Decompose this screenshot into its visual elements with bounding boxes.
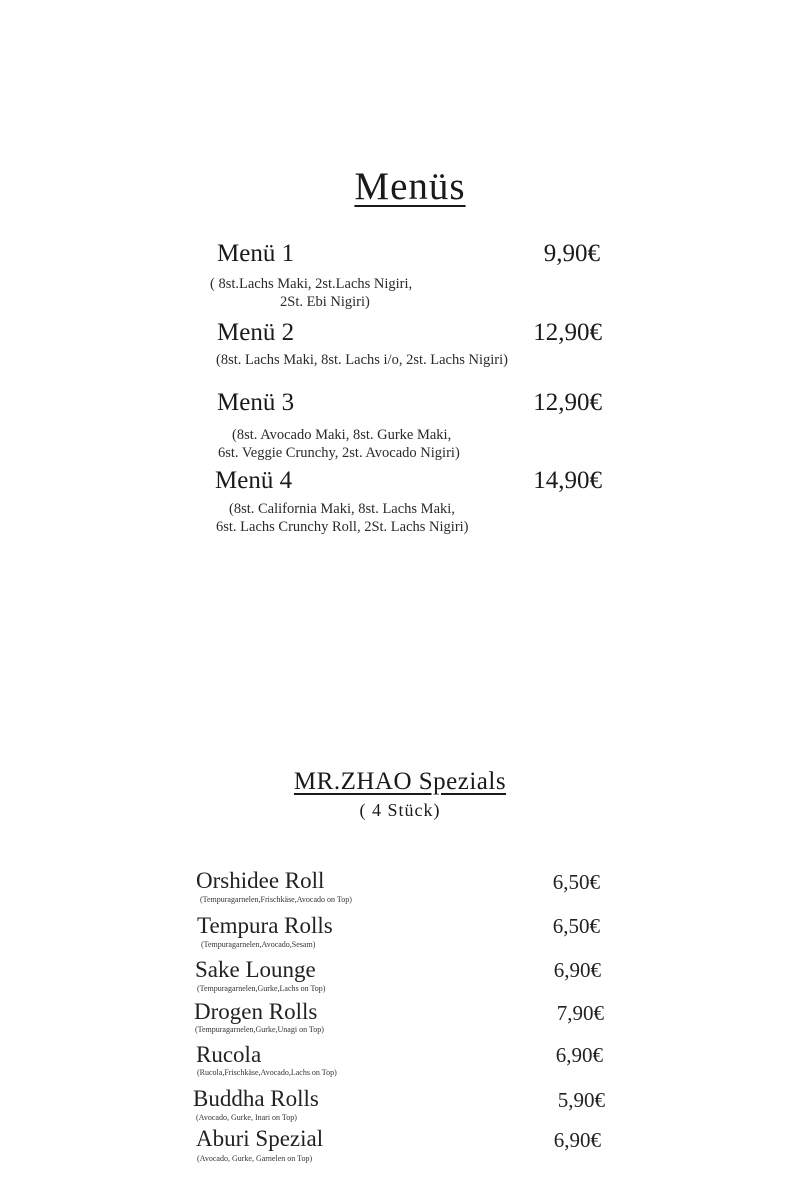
menu-1-price: 9,90€ xyxy=(543,240,600,267)
menu-2-desc-line-1: (8st. Lachs Maki, 8st. Lachs i/o, 2st. Lachs Nigiri) xyxy=(216,352,508,368)
menu-3-price: 12,90€ xyxy=(533,389,602,416)
menu-3-desc-line-2: 6st. Veggie Crunchy, 2st. Avocado Nigiri) xyxy=(218,445,460,461)
menu-2-price: 12,90€ xyxy=(533,319,602,346)
menu-3-name: Menü 3 xyxy=(217,389,295,416)
spezial-item-name: Sake Lounge xyxy=(195,957,316,982)
spezial-item-price: 6,90€ xyxy=(553,1128,601,1152)
spezial-item-name: Aburi Spezial xyxy=(196,1126,324,1151)
spezial-item-price: 6,50€ xyxy=(552,914,600,938)
spezial-item-desc: (Tempuragarnelen,Gurke,Unagi on Top) xyxy=(195,1025,324,1034)
spezial-item-desc: (Tempuragarnelen,Avocado,Sesam) xyxy=(201,940,316,949)
menu-4-desc-line-1: (8st. California Maki, 8st. Lachs Maki, xyxy=(229,501,455,517)
spezial-item-price: 7,90€ xyxy=(556,1001,604,1025)
spezial-item-price: 6,50€ xyxy=(552,870,600,894)
menus-title: Menüs xyxy=(354,165,466,208)
spezial-item-desc: (Rucola,Frischkäse,Avocado,Lachs on Top) xyxy=(197,1068,337,1077)
spezial-item-name: Tempura Rolls xyxy=(197,913,333,938)
spezial-item-price: 6,90€ xyxy=(553,958,601,982)
menu-4-price: 14,90€ xyxy=(533,467,602,494)
spezial-item-name: Orshidee Roll xyxy=(196,868,325,893)
menu-4-desc-line-2: 6st. Lachs Crunchy Roll, 2St. Lachs Nigiri) xyxy=(216,519,469,535)
spezial-item-price: 6,90€ xyxy=(555,1043,603,1067)
spezial-item-desc: (Tempuragarnelen,Gurke,Lachs on Top) xyxy=(197,984,326,993)
menu-1-desc-line-1: ( 8st.Lachs Maki, 2st.Lachs Nigiri, xyxy=(210,276,413,292)
spezial-item-desc: (Avocado, Gurke, Garnelen on Top) xyxy=(197,1154,313,1163)
menu-3-desc-line-1: (8st. Avocado Maki, 8st. Gurke Maki, xyxy=(232,427,452,443)
spezials-subtitle: ( 4 Stück) xyxy=(359,800,441,820)
spezials-title: MR.ZHAO Spezials xyxy=(293,768,507,795)
menu-1-desc-line-2: 2St. Ebi Nigiri) xyxy=(280,294,370,310)
spezial-item-name: Drogen Rolls xyxy=(194,999,318,1024)
spezial-item-price: 5,90€ xyxy=(557,1088,605,1112)
spezial-item-desc: (Tempuragarnelen,Frischkäse,Avocado on Top) xyxy=(200,895,352,904)
spezial-item-name: Buddha Rolls xyxy=(193,1086,319,1111)
spezial-item-name: Rucola xyxy=(196,1042,262,1067)
menu-1-name: Menü 1 xyxy=(217,240,295,267)
menu-2-name: Menü 2 xyxy=(217,319,295,346)
menu-4-name: Menü 4 xyxy=(215,467,293,494)
spezial-item-desc: (Avocado, Gurke, Inari on Top) xyxy=(196,1113,297,1122)
